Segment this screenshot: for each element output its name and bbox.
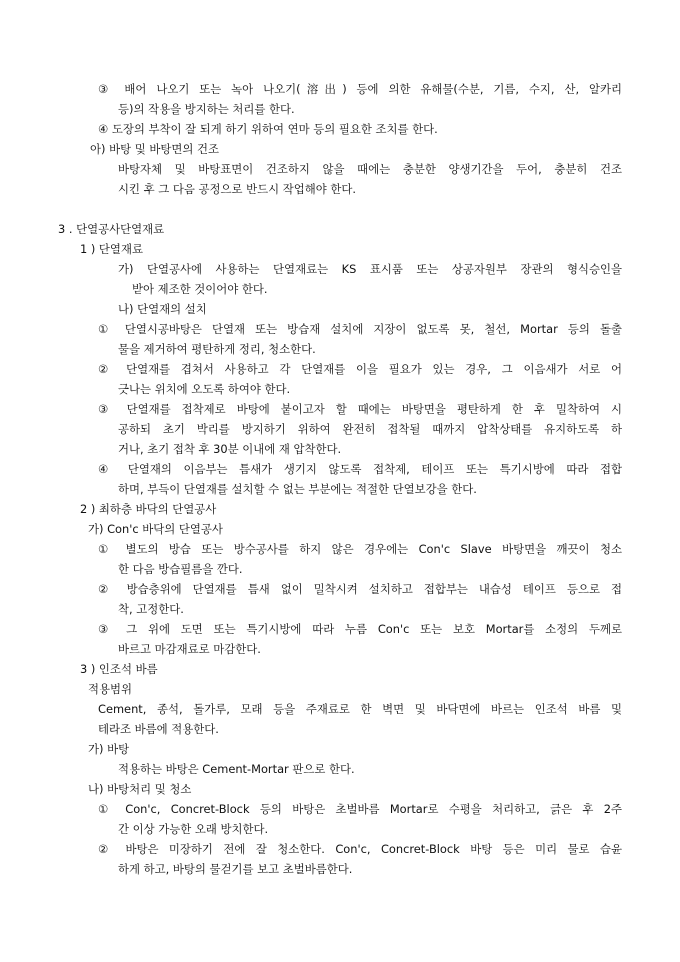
ah-line1: 바탕자체 및 바탕표면이 건조하지 않을 때에는 충분한 양생기간을 두어, 충분히 건조 (118, 162, 622, 176)
s2-item3-line1: ③ 그 위에 도면 또는 특기시방에 따라 누름 Con'c 또는 보호 Mortar를 소정의 두께로 (98, 622, 622, 636)
s3-item1-line1: ① Con'c, Concret-Block 등의 바탕은 초벌바름 Mortar로 수평을 처리하고, 긁은 후 2주 (98, 802, 622, 816)
item4: ④ 도장의 부착이 잘 되게 하기 위하여 연마 등의 필요한 조치를 한다. (98, 122, 438, 136)
s1-item2-line2: 긋나는 위치에 오도록 하여야 한다. (118, 382, 291, 396)
s3-scope-heading: 적용범위 (88, 682, 133, 696)
s1-item3-line3: 거나, 초기 접착 후 30분 이내에 재 압착한다. (118, 442, 342, 456)
s3-ga-heading: 가) 바탕 (88, 742, 130, 756)
s3-na-heading: 나) 바탕처리 및 청소 (88, 782, 192, 796)
s2-item3-line2: 바르고 마감재료로 마감한다. (118, 642, 261, 656)
s2-heading: 2 ) 최하층 바닥의 단열공사 (80, 502, 217, 516)
s1-heading: 1 ) 단열재료 (80, 242, 143, 256)
s1-item3-line2: 공하되 초기 박리를 방지하기 위하여 완전히 접착될 때까지 압착상태를 유지하도록 하 (118, 422, 622, 436)
s1-item4-line2: 하며, 부득이 단열재를 설치할 수 없는 부분에는 적절한 단열보강을 한다. (118, 482, 477, 496)
ah-heading: 아) 바탕 및 바탕면의 건조 (90, 142, 219, 156)
s1-ga-line2: 받아 제조한 것이어야 한다. (132, 282, 268, 296)
s3-heading: 3 ) 인조석 바름 (80, 662, 158, 676)
s2-item1-line1: ① 별도의 방습 또는 방수공사를 하지 않은 경우에는 Con'c Slave 바탕면을 깨끗이 청소 (98, 542, 622, 556)
s1-item4-line1: ④ 단열재의 이음부는 틈새가 생기지 않도록 접착제, 테이프 또는 특기시방에 따라 접합 (98, 462, 622, 476)
s2-ga-heading: 가) Con'c 바닥의 단열공사 (88, 522, 223, 536)
item3-line2: 등)의 작용을 방지하는 처리를 한다. (118, 102, 295, 116)
s1-item3-line1: ③ 단열재를 접착제로 바탕에 붙이고자 할 때에는 바탕면을 평탄하게 한 후 밀착하여 시 (98, 402, 622, 416)
s3-item1-line2: 간 이상 가능한 오래 방치한다. (118, 822, 269, 836)
s3-scope-line2: 테라조 바름에 적용한다. (98, 722, 219, 736)
s2-item2-line1: ② 방습층위에 단열재를 틈새 없이 밀착시켜 설치하고 접합부는 내습성 테이프 등으로 접 (98, 582, 622, 596)
s1-item1-line1: ① 단열시공바탕은 단열재 또는 방습재 설치에 지장이 없도록 못, 철선, Mortar 등의 돌출 (98, 322, 622, 336)
s2-item2-line2: 착, 고정한다. (118, 602, 184, 616)
s1-na-heading: 나) 단열재의 설치 (118, 302, 207, 316)
s1-item1-line2: 물을 제거하여 평탄하게 정리, 청소한다. (118, 342, 316, 356)
s1-ga-line1: 가) 단열공사에 사용하는 단열재료는 KS 표시품 또는 상공자원부 장관의 형식승인을 (118, 262, 622, 276)
s1-item2-line1: ② 단열재를 겹쳐서 사용하고 각 단열재를 이을 필요가 있는 경우, 그 이음새가 서로 어 (98, 362, 622, 376)
s3-ga-line1: 적용하는 바탕은 Cement-Mortar 판으로 한다. (118, 762, 355, 776)
item3-line1: ③ 배어 나오기 또는 녹아 나오기(溶出) 등에 의한 유해물(수분, 기름, 수지, 산, 알카리 (98, 82, 622, 96)
section-title: 3 . 단열공사단열재료 (58, 222, 165, 236)
s3-item2-line1: ② 바탕은 미장하기 전에 잘 청소한다. Con'c, Concret-Block 바탕 등은 미리 물로 습윤 (98, 842, 622, 856)
s3-item2-line2: 하게 하고, 바탕의 물걷기를 보고 초벌바름한다. (118, 862, 353, 876)
s3-scope-line1: Cement, 종석, 돌가루, 모래 등을 주재료로 한 벽면 및 바닥면에 바르는 인조석 바름 및 (98, 702, 622, 716)
s2-item1-line2: 한 다음 방습필름을 깐다. (118, 562, 243, 576)
ah-line2: 시킨 후 그 다음 공정으로 반드시 작업해야 한다. (118, 182, 357, 196)
